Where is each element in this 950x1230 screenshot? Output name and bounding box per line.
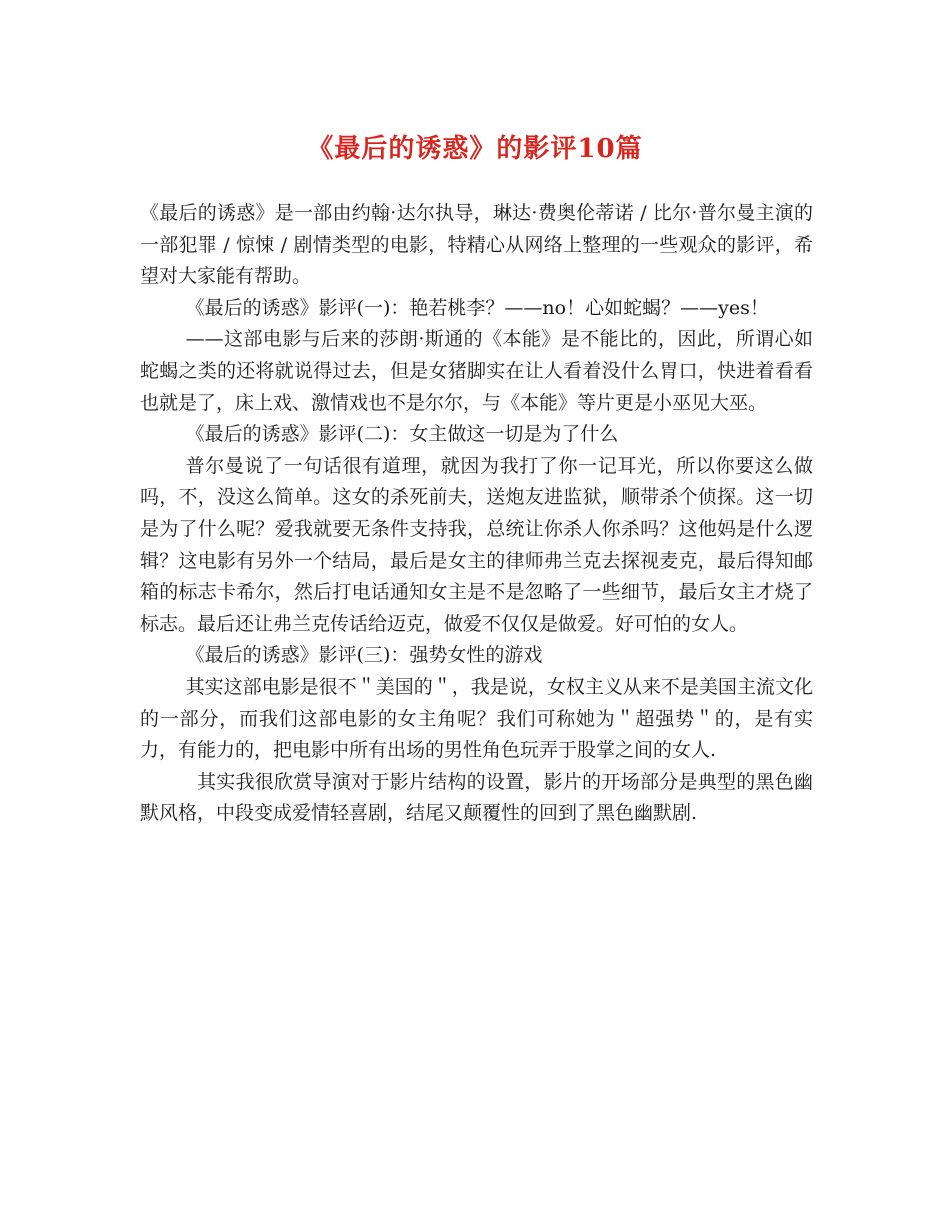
review-1-heading: 《最后的诱惑》影评(一)：艳若桃李？——no！心如蛇蝎？——yes！ <box>185 296 769 319</box>
review-3-paragraph-1: 其实这部电影是很不＂美国的＂，我是说，女权主义从来不是美国主流文化的一部分，而我们这部电影的女主角呢？我们可称她为＂超强势＂的，是有实力，有能力的，把电影中所有出场的男性角色玩弄于股掌之间的女人. <box>140 675 813 762</box>
review-3-heading: 《最后的诱惑》影评(三)：强势女性的游戏 <box>185 644 543 667</box>
review-2-heading: 《最后的诱惑》影评(二)：女主做这一切是为了什么 <box>185 423 619 446</box>
review-2-paragraph: 普尔曼说了一句话很有道理，就因为我打了你一记耳光，所以你要这么做吗，不，没这么简单。这女的杀死前夫，送炮友进监狱，顺带杀个侦探。这一切是为了什么呢？爱我就要无条件支持我，总统让你杀人你杀吗？这他妈是什么逻辑？这电影有另外一个结局，最后是女主的律师弗兰克去探视麦克，最后得知邮箱的标志卡希尔，然后打电话通知女主是不是忽略了一些细节，最后女主才烧了标志。最后还让弗兰克传话给迈克，做爱不仅仅是做爱。好可怕的女人。 <box>140 454 813 635</box>
review-3-paragraph-2: 其实我很欣赏导演对于影片结构的设置，影片的开场部分是典型的黑色幽默风格，中段变成爱情轻喜剧，结尾又颠覆性的回到了黑色幽默剧. <box>140 770 813 825</box>
document-body <box>140 198 813 830</box>
intro-paragraph: 《最后的诱惑》是一部由约翰·达尔执导，琳达·费奥伦蒂诺 / 比尔·普尔曼主演的一部犯罪 / 惊悚 / 剧情类型的电影，特精心从网络上整理的一些观众的影评，希望对大家能有帮助。 <box>140 202 813 288</box>
review-1-paragraph: ——这部电影与后来的莎朗·斯通的《本能》是不能比的，因此，所谓心如蛇蝎之类的还将就说得过去，但是女猪脚实在让人看着没什么胃口，快进着看看也就是了，床上戏、激情戏也不是尔尔，与《本能》等片更是小巫见大巫。 <box>140 328 813 414</box>
document-title: 《最后的诱惑》的影评10篇 <box>307 134 643 164</box>
